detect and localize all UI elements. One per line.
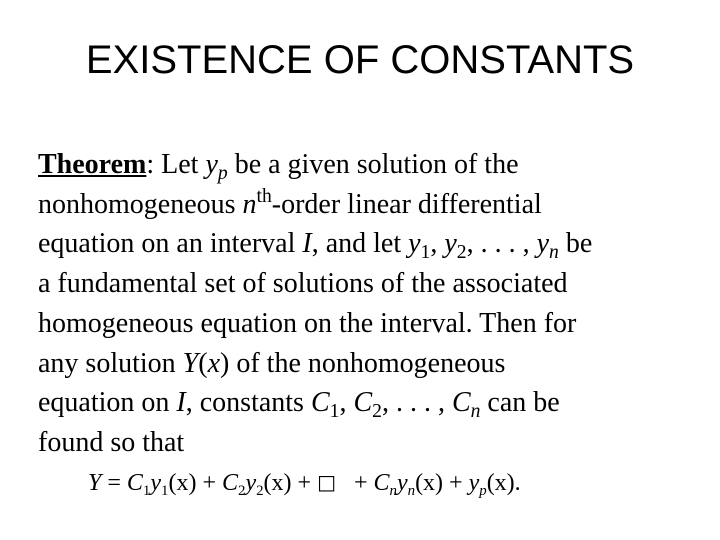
text-run: , xyxy=(339,387,354,419)
theorem-line-3 xyxy=(38,224,718,264)
sub-p: p xyxy=(217,162,228,184)
text-run: equation on an interval xyxy=(38,228,303,260)
sub-n: n xyxy=(470,401,481,423)
var-y: y xyxy=(408,228,421,260)
eq-y: y xyxy=(468,470,480,496)
eq-plus: + xyxy=(347,470,374,496)
var-Y: Y xyxy=(182,347,199,379)
eq-sub-1: 1 xyxy=(142,483,151,500)
var-C: C xyxy=(310,387,330,419)
theorem-line-4: a fundamental set of solutions of the associated xyxy=(38,268,568,300)
theorem-line-2 xyxy=(38,185,718,225)
sub-n: n xyxy=(549,242,559,264)
eq-C: C xyxy=(126,470,143,496)
eq-equals: = xyxy=(101,470,127,496)
text-run: , and let xyxy=(311,228,409,260)
slide-title: EXISTENCE OF CONSTANTS xyxy=(85,38,635,82)
paren-close: ) xyxy=(220,347,230,379)
eq-arg: (x) xyxy=(486,470,515,496)
general-solution-equation xyxy=(88,462,708,503)
text-run: : Let xyxy=(146,149,206,180)
var-C: C xyxy=(451,387,471,419)
sub-1: 1 xyxy=(329,401,340,423)
eq-arg: (x) xyxy=(168,470,197,496)
text-run: , xyxy=(430,228,445,260)
text-run: of the nonhomogeneous xyxy=(229,347,506,379)
theorem-line-8: found so that xyxy=(38,426,185,458)
theorem-line-7 xyxy=(38,383,718,423)
text-run: , constants xyxy=(185,387,311,419)
theorem-line-1 xyxy=(38,145,718,185)
eq-sub-n: n xyxy=(389,483,397,500)
eq-sub-2: 2 xyxy=(238,483,246,500)
text-run: , . . . , xyxy=(381,387,452,419)
eq-period: . xyxy=(514,470,521,496)
eq-C: C xyxy=(373,470,390,496)
var-I: I xyxy=(302,228,312,260)
eq-plus: + xyxy=(196,470,222,496)
text-run: equation on xyxy=(38,387,177,419)
eq-Y: Y xyxy=(88,470,102,496)
paren-open: ( xyxy=(198,347,208,379)
theorem-line-5: homogeneous equation on the interval. Then for xyxy=(38,307,577,339)
text-run: nonhomogeneous xyxy=(38,188,243,220)
text-run: be xyxy=(558,228,593,260)
eq-sub-1: 1 xyxy=(161,483,169,500)
var-C: C xyxy=(353,387,373,419)
theorem-paragraph xyxy=(38,145,718,463)
theorem-label: Theorem xyxy=(38,149,147,180)
eq-arg: (x) xyxy=(415,470,444,496)
var-y: y xyxy=(205,149,218,180)
var-x: x xyxy=(207,347,221,379)
eq-y: y xyxy=(150,470,162,496)
missing-glyph-box: □ xyxy=(317,470,336,494)
eq-C: C xyxy=(221,470,238,496)
eq-sub-n: n xyxy=(407,483,416,500)
eq-sub-2: 2 xyxy=(256,483,264,500)
text-run: can be xyxy=(480,387,560,419)
sup-th: th xyxy=(256,185,272,207)
var-y: y xyxy=(536,228,550,260)
sub-1: 1 xyxy=(420,242,431,264)
text-run: -order linear differential xyxy=(271,188,542,220)
text-run: be a given solution of the xyxy=(227,149,519,180)
text-run: any solution xyxy=(38,347,183,379)
var-n: n xyxy=(242,188,257,220)
theorem-line-6 xyxy=(38,344,718,384)
sub-2: 2 xyxy=(456,242,467,264)
sub-2: 2 xyxy=(372,401,382,423)
var-I: I xyxy=(176,387,186,419)
eq-y: y xyxy=(396,470,408,496)
text-run: , . . . , xyxy=(466,228,537,260)
eq-arg: (x) xyxy=(263,470,292,496)
eq-sub-p: p xyxy=(479,483,487,500)
eq-plus: + xyxy=(443,470,469,496)
eq-y: y xyxy=(245,470,257,496)
eq-plus: + xyxy=(291,470,318,496)
var-y: y xyxy=(444,228,457,260)
